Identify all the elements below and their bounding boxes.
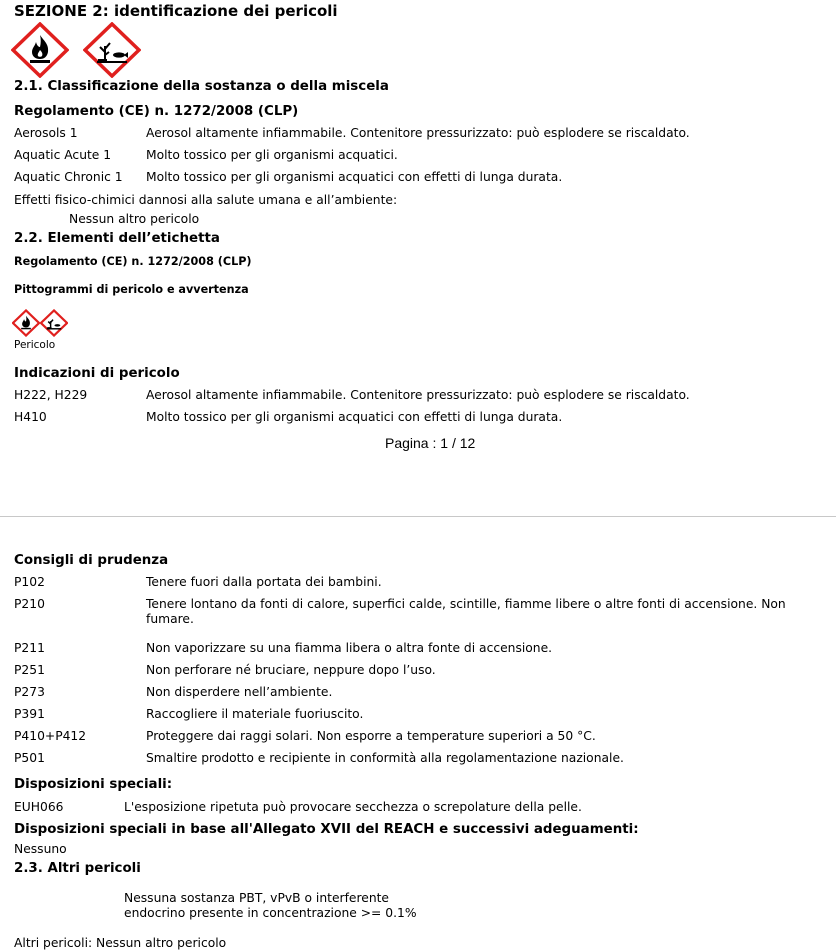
flame-pictogram-small-icon	[12, 309, 40, 337]
classification-code: Aerosols 1	[14, 126, 78, 140]
precaution-code: P391	[14, 707, 45, 721]
effects-value: Nessun altro pericolo	[69, 212, 200, 226]
signal-word: Pericolo	[14, 339, 56, 351]
precaution-text: Raccogliere il materiale fuoriuscito.	[146, 707, 364, 721]
hazard-text: Molto tossico per gli organismi acquatici con effetti di lunga durata.	[146, 410, 563, 424]
special-code: EUH066	[14, 800, 64, 814]
flame-pictogram-icon	[11, 22, 69, 78]
precaution-text: Proteggere dai raggi solari. Non esporre a temperature superiori a 50 °C.	[146, 729, 596, 743]
pbt-line: Nessuna sostanza PBT, vPvB o interferente	[124, 891, 390, 905]
page-break-divider	[0, 516, 836, 517]
precaution-text: Smaltire prodotto e recipiente in conformità alla regolamentazione nazionale.	[146, 751, 624, 765]
classification-code: Aquatic Chronic 1	[14, 170, 123, 184]
precaution-code: P210	[14, 597, 45, 611]
precaution-code: P211	[14, 641, 45, 655]
hazard-code: H222, H229	[14, 388, 88, 402]
heading-2-1: 2.1. Classificazione della sostanza o della miscela	[14, 79, 389, 94]
special-heading: Disposizioni speciali:	[14, 777, 173, 792]
environment-pictogram-icon	[83, 22, 141, 78]
hazard-heading: Indicazioni di pericolo	[14, 366, 180, 381]
classification-text: Molto tossico per gli organismi acquatici.	[146, 148, 398, 162]
regulation-small-heading: Regolamento (CE) n. 1272/2008 (CLP)	[14, 255, 252, 268]
precaution-text: Tenere fuori dalla portata dei bambini.	[146, 575, 382, 589]
classification-text: Aerosol altamente infiammabile. Contenitore pressurizzato: può esplodere se riscaldato.	[146, 126, 690, 140]
other-hazards: Altri pericoli: Nessun altro pericolo	[14, 936, 227, 950]
pbt-line: endocrino presente in concentrazione >= 0.1%	[124, 906, 417, 920]
classification-code: Aquatic Acute 1	[14, 148, 112, 162]
precaution-code: P410+P412	[14, 729, 87, 743]
precaution-text: Tenere lontano da fonti di calore, superfici calde, scintille, fiamme libere o altre fonti di accensione. Non	[146, 597, 786, 611]
page-number: Pagina : 1 / 12	[385, 435, 476, 451]
effects-label: Effetti fisico-chimici dannosi alla salute umana e all’ambiente:	[14, 193, 398, 207]
hazard-text: Aerosol altamente infiammabile. Contenitore pressurizzato: può esplodere se riscaldato.	[146, 388, 690, 402]
heading-2-2: 2.2. Elementi dell’etichetta	[14, 231, 220, 246]
precaution-code: P102	[14, 575, 45, 589]
reach-heading: Disposizioni speciali in base all'Allegato XVII del REACH e successivi adeguamenti:	[14, 822, 639, 837]
precaution-code: P273	[14, 685, 45, 699]
precaution-heading: Consigli di prudenza	[14, 553, 169, 568]
precaution-text: Non disperdere nell’ambiente.	[146, 685, 333, 699]
section-title: SEZIONE 2: identificazione dei pericoli	[14, 2, 338, 20]
precaution-text: Non perforare né bruciare, neppure dopo l’uso.	[146, 663, 436, 677]
special-text: L'esposizione ripetuta può provocare secchezza o screpolature della pelle.	[124, 800, 582, 814]
environment-pictogram-small-icon	[40, 309, 68, 337]
precaution-text: Non vaporizzare su una fiamma libera o altra fonte di accensione.	[146, 641, 553, 655]
precaution-code: P501	[14, 751, 45, 765]
reach-value: Nessuno	[14, 842, 67, 856]
hazard-code: H410	[14, 410, 47, 424]
heading-2-3: 2.3. Altri pericoli	[14, 861, 141, 876]
classification-text: Molto tossico per gli organismi acquatici con effetti di lunga durata.	[146, 170, 563, 184]
pictograms-heading: Pittogrammi di pericolo e avvertenza	[14, 283, 249, 296]
regulation-heading: Regolamento (CE) n. 1272/2008 (CLP)	[14, 104, 299, 119]
precaution-code: P251	[14, 663, 45, 677]
precaution-text-continued: fumare.	[146, 612, 194, 626]
